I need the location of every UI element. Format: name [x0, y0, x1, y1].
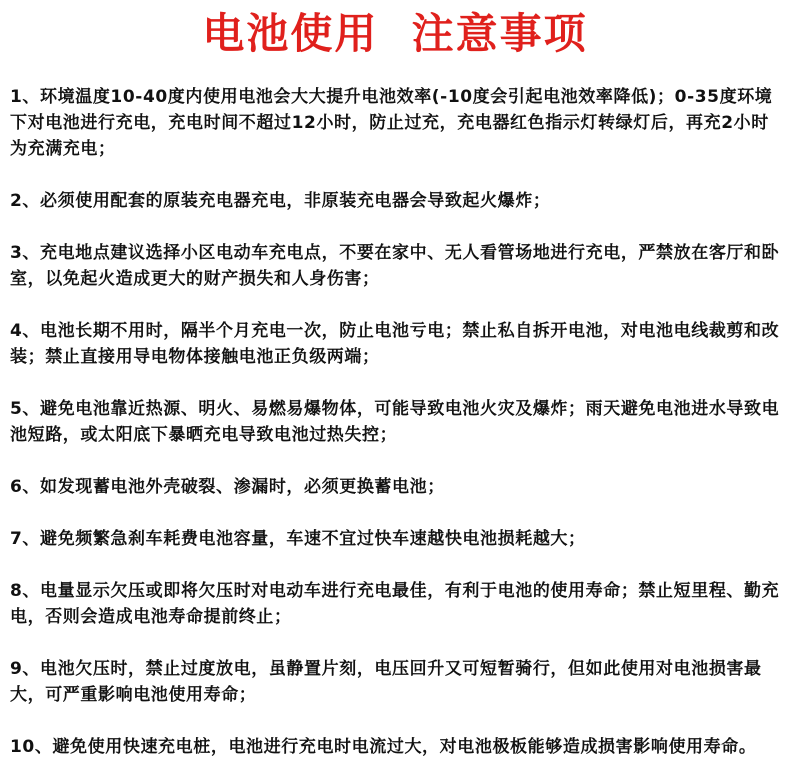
notice-item-9: 9、电池欠压时，禁止过度放电，虽静置片刻，电压回升又可短暂骑行，但如此使用对电池损害最大，可严重影响电池使用寿命；	[10, 659, 762, 705]
notice-item-1: 1、环境温度10-40度内使用电池会大大提升电池效率(-10度会引起电池效率降低)；0-35度环境下对电池进行充电，充电时间不超过12小时，防止过充，充电器红色指示灯转绿灯后，再充2小时为充满充电；	[10, 87, 773, 159]
notice-item-10: 10、避免使用快速充电桩，电池进行充电时电流过大，对电池极板能够造成损害影响使用寿命。	[10, 737, 757, 757]
notice-item-2: 2、必须使用配套的原装充电器充电，非原装充电器会导致起火爆炸；	[10, 191, 551, 211]
notice-item-5: 5、避免电池靠近热源、明火、易燃易爆物体，可能导致电池火灾及爆炸；雨天避免电池进水导致电池短路，或太阳底下暴晒充电导致电池过热失控；	[10, 399, 780, 445]
page-title: 电池使用 注意事项	[202, 9, 588, 58]
notice-item-6: 6、如发现蓄电池外壳破裂、渗漏时，必须更换蓄电池；	[10, 477, 445, 497]
notice-item-8: 8、电量显示欠压或即将欠压时对电动车进行充电最佳，有利于电池的使用寿命；禁止短里程、勤充电，否则会造成电池寿命提前终止；	[10, 581, 780, 627]
notice-item-4: 4、电池长期不用时，隔半个月充电一次，防止电池亏电；禁止私自拆开电池，对电池电线裁剪和改装；禁止直接用导电物体接触电池正负级两端；	[10, 321, 780, 367]
notice-list	[10, 84, 782, 760]
notice-item-7: 7、避免频繁急刹车耗费电池容量，车速不宜过快车速越快电池损耗越大；	[10, 529, 586, 549]
notice-item-3: 3、充电地点建议选择小区电动车充电点，不要在家中、无人看管场地进行充电，严禁放在客厅和卧室，以免起火造成更大的财产损失和人身伤害；	[10, 243, 780, 289]
